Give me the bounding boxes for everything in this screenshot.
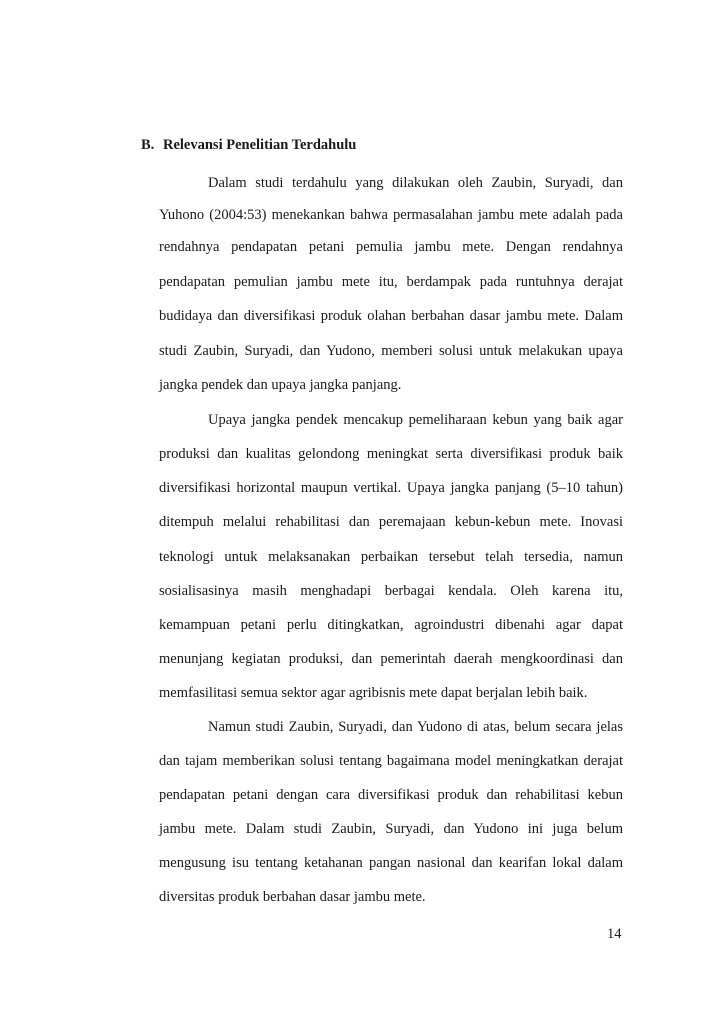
paragraph-line: produksi dan kualitas gelondong meningkat serta diversifikasi produk baik <box>159 446 623 462</box>
paragraph-line: Namun studi Zaubin, Suryadi, dan Yudono di atas, belum secara jelas <box>208 719 623 735</box>
paragraph-line: kemampuan petani perlu ditingkatkan, agroindustri dibenahi agar dapat <box>159 617 623 633</box>
paragraph-line: diversifikasi horizontal maupun vertikal. Upaya jangka panjang (5–10 tahun) <box>159 480 623 496</box>
paragraph-line: rendahnya pendapatan petani pemulia jambu mete. Dengan rendahnya <box>159 239 623 255</box>
paragraph-line: jangka pendek dan upaya jangka panjang. <box>159 377 402 393</box>
section-marker: B. <box>141 137 155 153</box>
section-heading <box>141 137 356 154</box>
paragraph-line: studi Zaubin, Suryadi, dan Yudono, memberi solusi untuk melakukan upaya <box>159 343 623 359</box>
paragraph-line: jambu mete. Dalam studi Zaubin, Suryadi, dan Yudono ini juga belum <box>159 821 623 837</box>
paragraph-line: teknologi untuk melaksanakan perbaikan tersebut telah tersedia, namun <box>159 549 623 565</box>
paragraph-line: menunjang kegiatan produksi, dan pemerintah daerah mengkoordinasi dan <box>159 651 623 667</box>
paragraph-line: Yuhono (2004:53) menekankan bahwa permasalahan jambu mete adalah pada <box>159 207 623 223</box>
section-title: Relevansi Penelitian Terdahulu <box>163 137 357 153</box>
paragraph-line: ditempuh melalui rehabilitasi dan peremajaan kebun-kebun mete. Inovasi <box>159 514 623 530</box>
paragraph-line: sosialisasinya masih menghadapi berbagai kendala. Oleh karena itu, <box>159 583 623 599</box>
paragraph-line: pendapatan petani dengan cara diversifikasi produk dan rehabilitasi kebun <box>159 787 623 803</box>
page-number: 14 <box>607 926 622 942</box>
paragraph-line: budidaya dan diversifikasi produk olahan berbahan dasar jambu mete. Dalam <box>159 308 623 324</box>
paragraph-line: pendapatan pemulian jambu mete itu, berdampak pada runtuhnya derajat <box>159 274 623 290</box>
paragraph-line: Upaya jangka pendek mencakup pemeliharaan kebun yang baik agar <box>208 412 623 428</box>
paragraph-line: Dalam studi terdahulu yang dilakukan oleh Zaubin, Suryadi, dan <box>208 175 623 191</box>
paragraph-line: dan tajam memberikan solusi tentang bagaimana model meningkatkan derajat <box>159 753 623 769</box>
paragraph-line: memfasilitasi semua sektor agar agribisnis mete dapat berjalan lebih baik. <box>159 685 588 701</box>
paragraph-line: diversitas produk berbahan dasar jambu mete. <box>159 889 426 905</box>
paragraph-line: mengusung isu tentang ketahanan pangan nasional dan kearifan lokal dalam <box>159 855 623 871</box>
